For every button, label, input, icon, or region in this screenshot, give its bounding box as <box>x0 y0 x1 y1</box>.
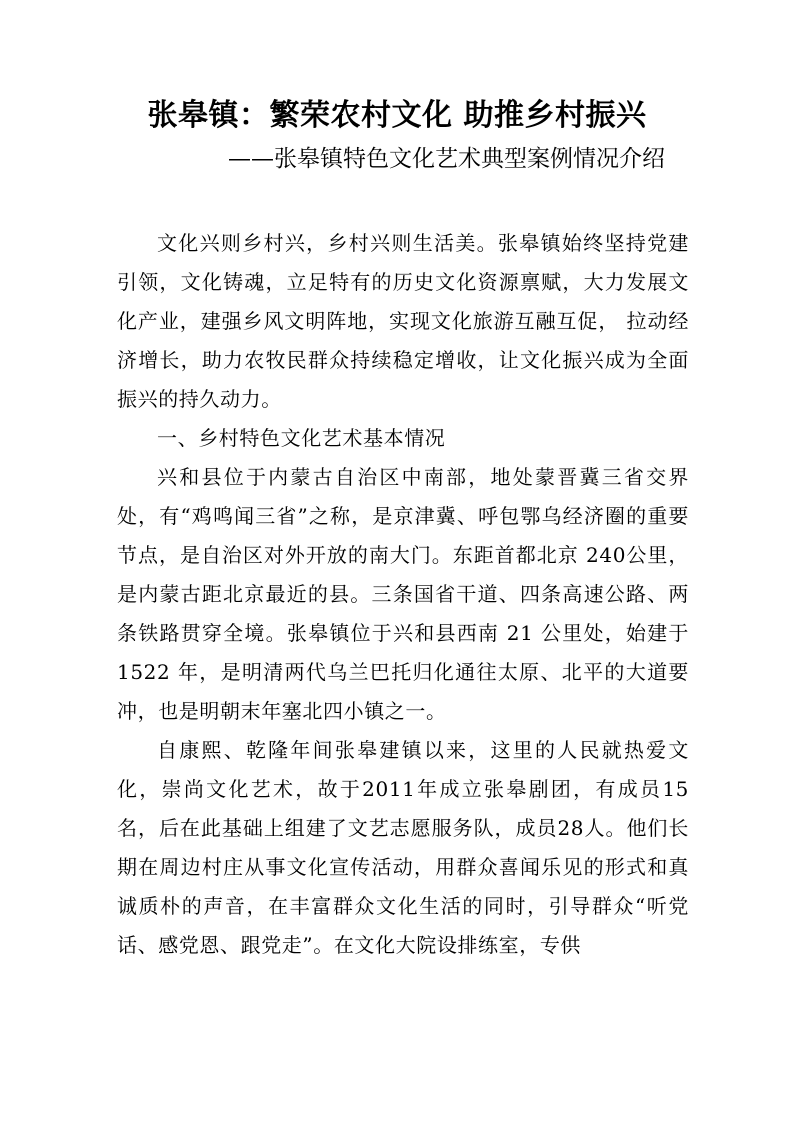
paragraph-location: 兴和县位于内蒙古自治区中南部，地处蒙晋冀三省交界处，有“鸡鸣闻三省”之称，是京津冀、呼包鄂乌经济圈的重要节点，是自治区对外开放的南大门。东距首都北京 240公里，是内蒙古距北京最近的县。三条国省干道、四条高速公路、两条铁路贯穿全境。张皋镇位于兴和县西南 21 公里处，始建于 1522 年，是明清两代乌兰巴托归化通往太原、北平的大道要冲，也是明朝末年塞北四小镇之一。 <box>117 465 689 723</box>
section-heading: 一、乡村特色文化艺术基本情况 <box>157 426 446 450</box>
document-body <box>117 224 689 965</box>
paragraph-history: 自康熙、乾隆年间张皋建镇以来，这里的人民就热爱文化，崇尚文化艺术，故于2011年成立张皋剧团，有成员15名，后在此基础上组建了文艺志愿服务队，成员28人。他们长期在周边村庄从事文化宣传活动，用群众喜闻乐见的形式和真诚质朴的声音，在丰富群众文化生活的同时，引导群众“听党话、感党恩、跟党走”。在文化大院设排练室，专供 <box>117 738 689 957</box>
document-subtitle: ——张皋镇特色文化艺术典型案例情况介绍 <box>228 146 665 172</box>
document-title: 张皋镇：繁荣农村文化 助推乡村振兴 <box>147 98 647 133</box>
paragraph-intro: 文化兴则乡村兴，乡村兴则生活美。张皋镇始终坚持党建引领，文化铸魂，立足特有的历史文化资源禀赋，大力发展文化产业，建强乡风文明阵地，实现文化旅游互融互促， 拉动经济增长，助力农牧民群众持续稳定增收，让文化振兴成为全面振兴的持久动力。 <box>117 231 689 411</box>
